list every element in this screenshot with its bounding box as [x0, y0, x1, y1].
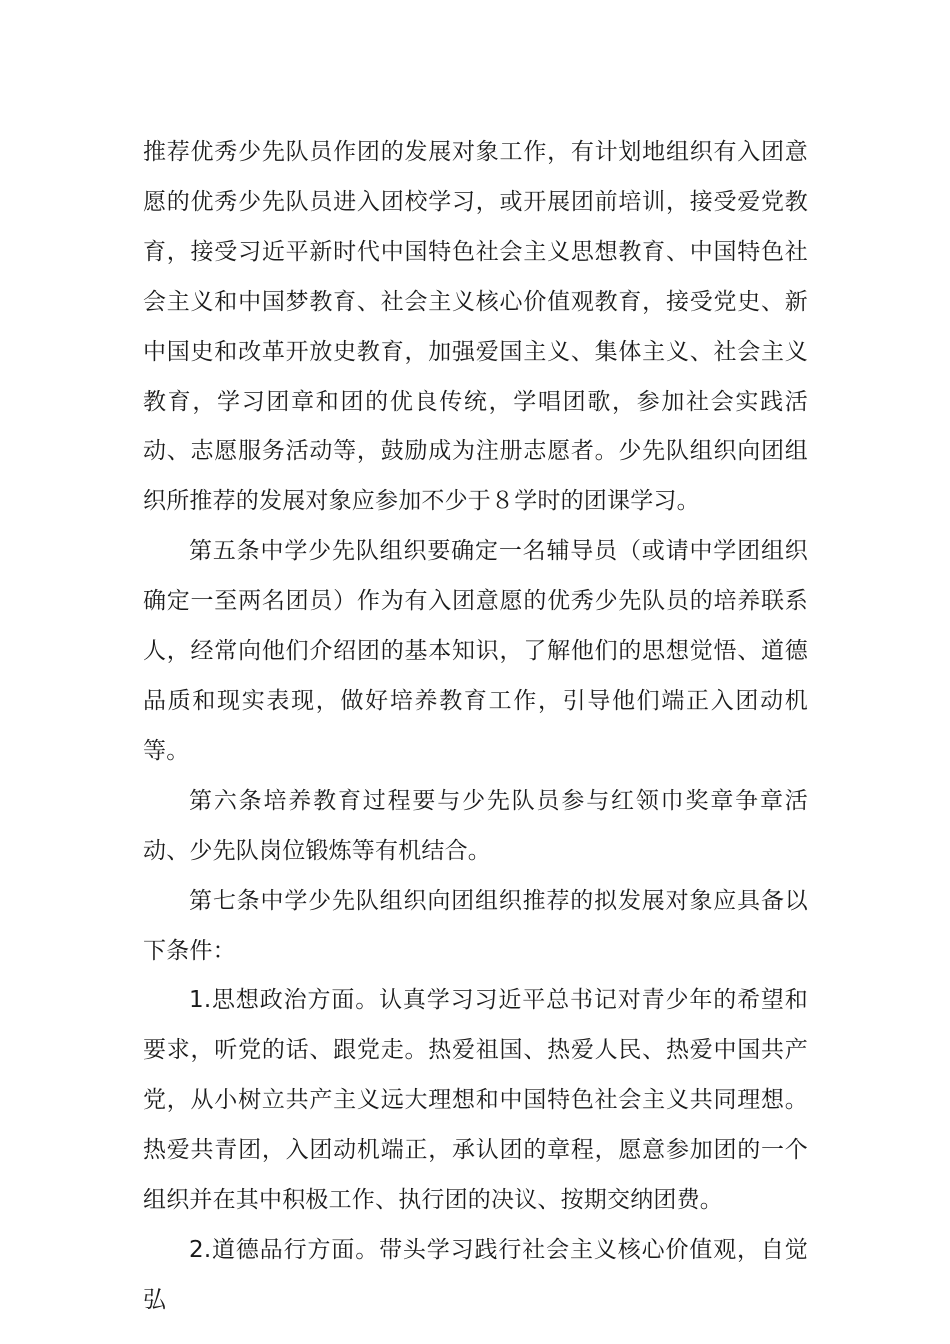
paragraph-item-1: 1.思想政治方面。认真学习习近平总书记对青少年的希望和要求，听党的话、跟党走。热爱祖国、热爱人民、热爱中国共产党，从小树立共产主义远大理想和中国特色社会主义共同理想。热爱共青团，入团动机端正，承认团的章程，愿意参加团的一个组织并在其中积极工作、执行团的决议、按期交纳团费。 — [143, 987, 808, 1214]
paragraph-continuation: 推荐优秀少先队员作团的发展对象工作，有计划地组织有入团意愿的优秀少先队员进入团校学习，或开展团前培训，接受爱党教育，接受习近平新时代中国特色社会主义思想教育、中国特色社会主义和中国梦教育、社会主义核心价值观教育，接受党史、新中国史和改革开放史教育，加强爱国主义、集体主义、社会主义教育，学习团章和团的优良传统，学唱团歌，参加社会实践活动、志愿服务活动等，鼓励成为注册志愿者。少先队组织向团组织所推荐的发展对象应参加不少于８学时的团课学习。 — [143, 139, 808, 515]
document-body — [143, 128, 808, 1326]
paragraph-item-2: 2.道德品行方面。带头学习践行社会主义核心价值观，自觉弘 — [143, 1236, 808, 1313]
paragraph-article-5: 第五条中学少先队组织要确定一名辅导员（或请中学团组织确定一至两名团员）作为有入团意愿的优秀少先队员的培养联系人，经常向他们介绍团的基本知识，了解他们的思想觉悟、道德品质和现实表现，做好培养教育工作，引导他们端正入团动机等。 — [143, 538, 808, 764]
paragraph-article-6: 第六条培养教育过程要与少先队员参与红领巾奖章争章活动、少先队岗位锻炼等有机结合。 — [143, 787, 808, 864]
paragraph-article-7: 第七条中学少先队组织向团组织推荐的拟发展对象应具备以下条件： — [143, 887, 808, 964]
